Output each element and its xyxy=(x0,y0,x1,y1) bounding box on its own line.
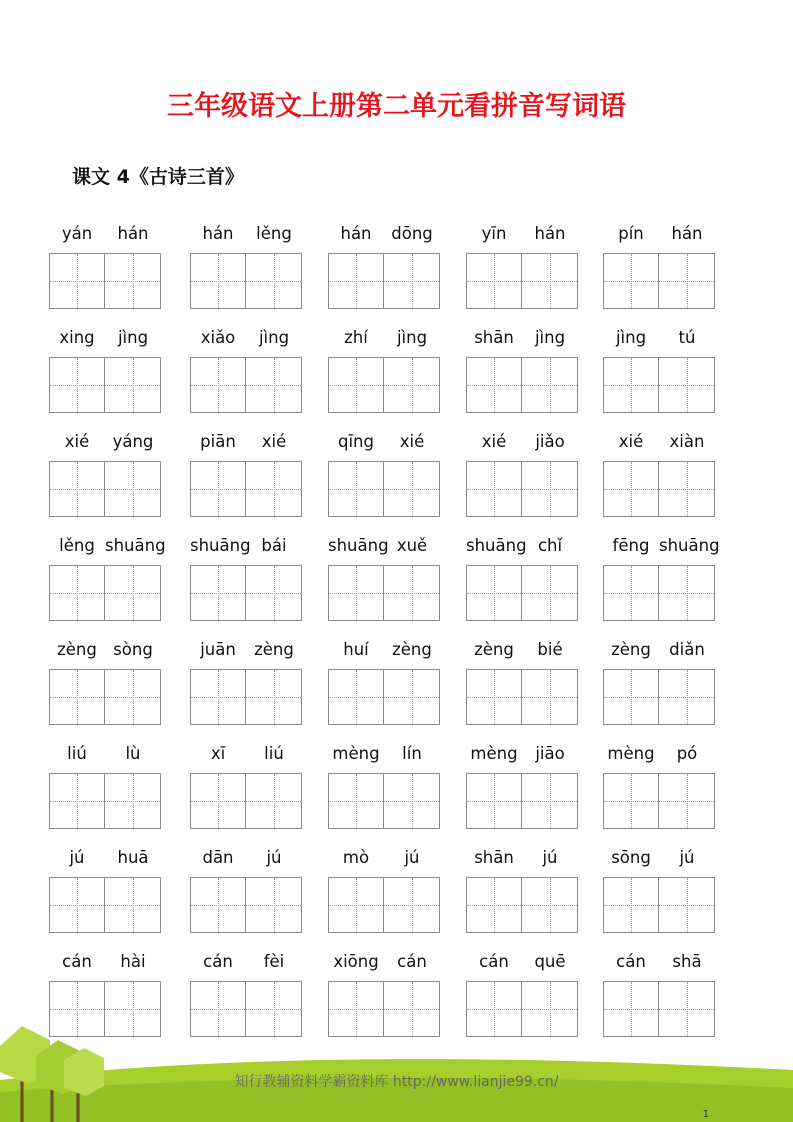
pinyin-syllable: lù xyxy=(125,744,141,763)
tianzige-cell[interactable] xyxy=(49,357,105,413)
pinyin-syllable: cán xyxy=(616,952,646,971)
pinyin-syllable: tú xyxy=(678,328,696,347)
tianzige-cell[interactable] xyxy=(246,565,302,621)
pinyin-syllable: xiàn xyxy=(669,432,705,451)
tianzige-cell[interactable] xyxy=(522,669,578,725)
writing-boxes xyxy=(49,253,161,309)
pinyin-syllable: dōng xyxy=(391,224,433,243)
writing-boxes xyxy=(49,773,161,829)
pinyin-syllable: jìng xyxy=(258,328,290,347)
writing-boxes xyxy=(190,565,302,621)
tianzige-cell[interactable] xyxy=(49,461,105,517)
tianzige-cell[interactable] xyxy=(466,565,522,621)
pinyin-syllable: shān xyxy=(474,328,514,347)
pinyin-syllable: xié xyxy=(481,432,507,451)
tianzige-cell[interactable] xyxy=(328,877,384,933)
pinyin-syllable: cán xyxy=(203,952,233,971)
tianzige-cell[interactable] xyxy=(603,877,659,933)
tianzige-cell[interactable] xyxy=(659,773,715,829)
pinyin-syllable: shuāng xyxy=(190,536,251,555)
tianzige-cell[interactable] xyxy=(190,461,246,517)
pinyin-syllable: huí xyxy=(343,640,369,659)
tianzige-cell[interactable] xyxy=(384,253,440,309)
pinyin-syllable: shā xyxy=(672,952,702,971)
tianzige-cell[interactable] xyxy=(328,773,384,829)
pinyin-syllable: yáng xyxy=(112,432,154,451)
pinyin-syllable: bié xyxy=(537,640,563,659)
pinyin-syllable: jìng xyxy=(117,328,149,347)
pinyin-syllable: yīn xyxy=(481,224,507,243)
writing-boxes xyxy=(466,253,578,309)
tianzige-cell[interactable] xyxy=(659,669,715,725)
pinyin-syllable: xié xyxy=(64,432,90,451)
tianzige-cell[interactable] xyxy=(603,669,659,725)
pinyin-syllable: hán xyxy=(117,224,149,243)
tianzige-cell[interactable] xyxy=(190,773,246,829)
tianzige-cell[interactable] xyxy=(384,357,440,413)
tianzige-cell[interactable] xyxy=(105,253,161,309)
pinyin-syllable: pó xyxy=(676,744,698,763)
pinyin-syllable: hán xyxy=(340,224,372,243)
pinyin-syllable: xī xyxy=(210,744,226,763)
tianzige-cell[interactable] xyxy=(603,253,659,309)
writing-boxes xyxy=(603,669,715,725)
pinyin-syllable: liú xyxy=(67,744,87,763)
pinyin-syllable: liú xyxy=(264,744,284,763)
pinyin-syllable: mèng xyxy=(470,744,518,763)
tianzige-cell[interactable] xyxy=(603,773,659,829)
tianzige-cell[interactable] xyxy=(49,773,105,829)
footer-text: 知行教辅资料学霸资料库 http://www.lianjie99.cn/ xyxy=(234,1074,559,1090)
tianzige-cell[interactable] xyxy=(603,565,659,621)
tianzige-cell[interactable] xyxy=(246,253,302,309)
pinyin-syllable: xié xyxy=(399,432,425,451)
pinyin-syllable: xiōng xyxy=(333,952,379,971)
tianzige-cell[interactable] xyxy=(328,357,384,413)
writing-boxes xyxy=(190,669,302,725)
pinyin-syllable: lěng xyxy=(256,224,292,243)
pinyin-syllable: shuāng xyxy=(328,536,389,555)
pinyin-syllable: jú xyxy=(266,848,282,867)
writing-boxes xyxy=(328,773,440,829)
pinyin-syllable: jìng xyxy=(615,328,647,347)
pinyin-syllable: hán xyxy=(671,224,703,243)
pinyin-syllable: sòng xyxy=(113,640,153,659)
pinyin-syllable: shuāng xyxy=(659,536,720,555)
pinyin-syllable: jiāo xyxy=(535,744,565,763)
tianzige-cell[interactable] xyxy=(190,253,246,309)
footer-decoration xyxy=(0,1010,793,1122)
page-title: 三年级语文上册第二单元看拼音写词语 xyxy=(167,91,626,122)
tianzige-cell[interactable] xyxy=(49,253,105,309)
pinyin-syllable: xing xyxy=(59,328,95,347)
tianzige-cell[interactable] xyxy=(190,565,246,621)
writing-boxes xyxy=(328,357,440,413)
pinyin-syllable: fēng xyxy=(612,536,650,555)
tianzige-cell[interactable] xyxy=(49,669,105,725)
tianzige-cell[interactable] xyxy=(659,565,715,621)
writing-boxes xyxy=(603,773,715,829)
tianzige-cell[interactable] xyxy=(384,669,440,725)
tianzige-cell[interactable] xyxy=(105,669,161,725)
writing-boxes xyxy=(49,357,161,413)
writing-boxes xyxy=(328,877,440,933)
pinyin-syllable: mèng xyxy=(332,744,380,763)
tianzige-cell[interactable] xyxy=(384,461,440,517)
pinyin-syllable: juān xyxy=(200,640,236,659)
tianzige-cell[interactable] xyxy=(466,669,522,725)
pinyin-syllable: hán xyxy=(534,224,566,243)
writing-boxes xyxy=(49,669,161,725)
writing-boxes xyxy=(466,669,578,725)
tianzige-cell[interactable] xyxy=(522,461,578,517)
pinyin-syllable: fèi xyxy=(263,952,285,971)
pinyin-syllable: cán xyxy=(62,952,92,971)
pinyin-syllable: xié xyxy=(261,432,287,451)
tianzige-cell[interactable] xyxy=(384,565,440,621)
pinyin-syllable: jìng xyxy=(396,328,428,347)
writing-boxes xyxy=(466,877,578,933)
writing-boxes xyxy=(603,461,715,517)
writing-boxes xyxy=(466,461,578,517)
writing-boxes xyxy=(603,565,715,621)
writing-boxes xyxy=(603,877,715,933)
writing-boxes xyxy=(603,357,715,413)
writing-boxes xyxy=(466,565,578,621)
pinyin-syllable: jiǎo xyxy=(535,432,565,451)
writing-boxes xyxy=(190,773,302,829)
tianzige-cell[interactable] xyxy=(246,669,302,725)
writing-boxes xyxy=(328,669,440,725)
tianzige-cell[interactable] xyxy=(384,877,440,933)
tianzige-cell[interactable] xyxy=(522,565,578,621)
tianzige-cell[interactable] xyxy=(522,253,578,309)
pinyin-syllable: xuě xyxy=(396,536,428,555)
pinyin-syllable: huā xyxy=(117,848,149,867)
tianzige-cell[interactable] xyxy=(105,461,161,517)
tianzige-cell[interactable] xyxy=(328,461,384,517)
pinyin-syllable: shuāng xyxy=(466,536,527,555)
pinyin-syllable: xié xyxy=(618,432,644,451)
writing-boxes xyxy=(190,357,302,413)
writing-boxes xyxy=(328,565,440,621)
tianzige-cell[interactable] xyxy=(466,773,522,829)
writing-boxes xyxy=(466,773,578,829)
writing-boxes xyxy=(49,565,161,621)
tianzige-cell[interactable] xyxy=(328,669,384,725)
pinyin-syllable: zèng xyxy=(392,640,432,659)
pinyin-syllable: qīng xyxy=(338,432,374,451)
writing-boxes xyxy=(603,253,715,309)
tianzige-cell[interactable] xyxy=(246,877,302,933)
pinyin-syllable: zèng xyxy=(254,640,294,659)
tianzige-cell[interactable] xyxy=(190,877,246,933)
writing-boxes xyxy=(190,877,302,933)
tianzige-cell[interactable] xyxy=(603,357,659,413)
writing-boxes xyxy=(190,253,302,309)
pinyin-syllable: piān xyxy=(200,432,236,451)
tianzige-cell[interactable] xyxy=(659,357,715,413)
writing-boxes xyxy=(49,877,161,933)
tianzige-cell[interactable] xyxy=(522,357,578,413)
pinyin-syllable: zèng xyxy=(474,640,514,659)
tianzige-cell[interactable] xyxy=(466,253,522,309)
lesson-heading: 课文 4《古诗三首》 xyxy=(72,166,244,188)
tianzige-cell[interactable] xyxy=(246,461,302,517)
writing-boxes xyxy=(49,461,161,517)
writing-boxes xyxy=(466,357,578,413)
page-number: 1 xyxy=(702,1109,709,1120)
tianzige-cell[interactable] xyxy=(105,565,161,621)
pinyin-syllable: shān xyxy=(474,848,514,867)
pinyin-syllable: yán xyxy=(61,224,93,243)
pinyin-syllable: hài xyxy=(120,952,146,971)
tianzige-cell[interactable] xyxy=(190,357,246,413)
tianzige-cell[interactable] xyxy=(190,669,246,725)
pinyin-syllable: dān xyxy=(202,848,234,867)
pinyin-syllable: zèng xyxy=(57,640,97,659)
tianzige-cell[interactable] xyxy=(328,565,384,621)
tianzige-cell[interactable] xyxy=(384,773,440,829)
pinyin-syllable: bái xyxy=(261,536,287,555)
tianzige-cell[interactable] xyxy=(49,877,105,933)
writing-boxes xyxy=(328,253,440,309)
pinyin-syllable: diǎn xyxy=(669,640,705,659)
tianzige-cell[interactable] xyxy=(466,461,522,517)
pinyin-syllable: zhí xyxy=(344,328,368,347)
writing-boxes xyxy=(190,461,302,517)
pinyin-syllable: jú xyxy=(542,848,558,867)
pinyin-syllable: xiǎo xyxy=(200,328,236,347)
pinyin-syllable: mèng xyxy=(607,744,655,763)
pinyin-syllable: jú xyxy=(404,848,420,867)
writing-boxes xyxy=(328,461,440,517)
pinyin-syllable: zèng xyxy=(611,640,651,659)
tianzige-cell[interactable] xyxy=(105,877,161,933)
pinyin-syllable: jú xyxy=(679,848,695,867)
pinyin-syllable: sōng xyxy=(611,848,651,867)
tianzige-cell[interactable] xyxy=(246,357,302,413)
pinyin-syllable: cán xyxy=(397,952,427,971)
pinyin-syllable: jìng xyxy=(534,328,566,347)
tianzige-cell[interactable] xyxy=(105,773,161,829)
tianzige-cell[interactable] xyxy=(466,357,522,413)
tianzige-cell[interactable] xyxy=(466,877,522,933)
tianzige-cell[interactable] xyxy=(246,773,302,829)
pinyin-syllable: hán xyxy=(202,224,234,243)
pinyin-syllable: lín xyxy=(402,744,422,763)
tianzige-cell[interactable] xyxy=(659,877,715,933)
pinyin-syllable: jú xyxy=(69,848,85,867)
tianzige-cell[interactable] xyxy=(105,357,161,413)
pinyin-syllable: cán xyxy=(479,952,509,971)
pinyin-syllable: pín xyxy=(618,224,644,243)
tianzige-cell[interactable] xyxy=(659,461,715,517)
pinyin-syllable: chǐ xyxy=(537,536,563,555)
tianzige-cell[interactable] xyxy=(328,253,384,309)
tianzige-cell[interactable] xyxy=(522,877,578,933)
tianzige-cell[interactable] xyxy=(659,253,715,309)
pinyin-syllable: shuāng xyxy=(105,536,166,555)
pinyin-syllable: lěng xyxy=(59,536,95,555)
pinyin-syllable: quē xyxy=(534,952,566,971)
tianzige-cell[interactable] xyxy=(522,773,578,829)
pinyin-syllable: mò xyxy=(342,848,370,867)
tianzige-cell[interactable] xyxy=(49,565,105,621)
tianzige-cell[interactable] xyxy=(603,461,659,517)
